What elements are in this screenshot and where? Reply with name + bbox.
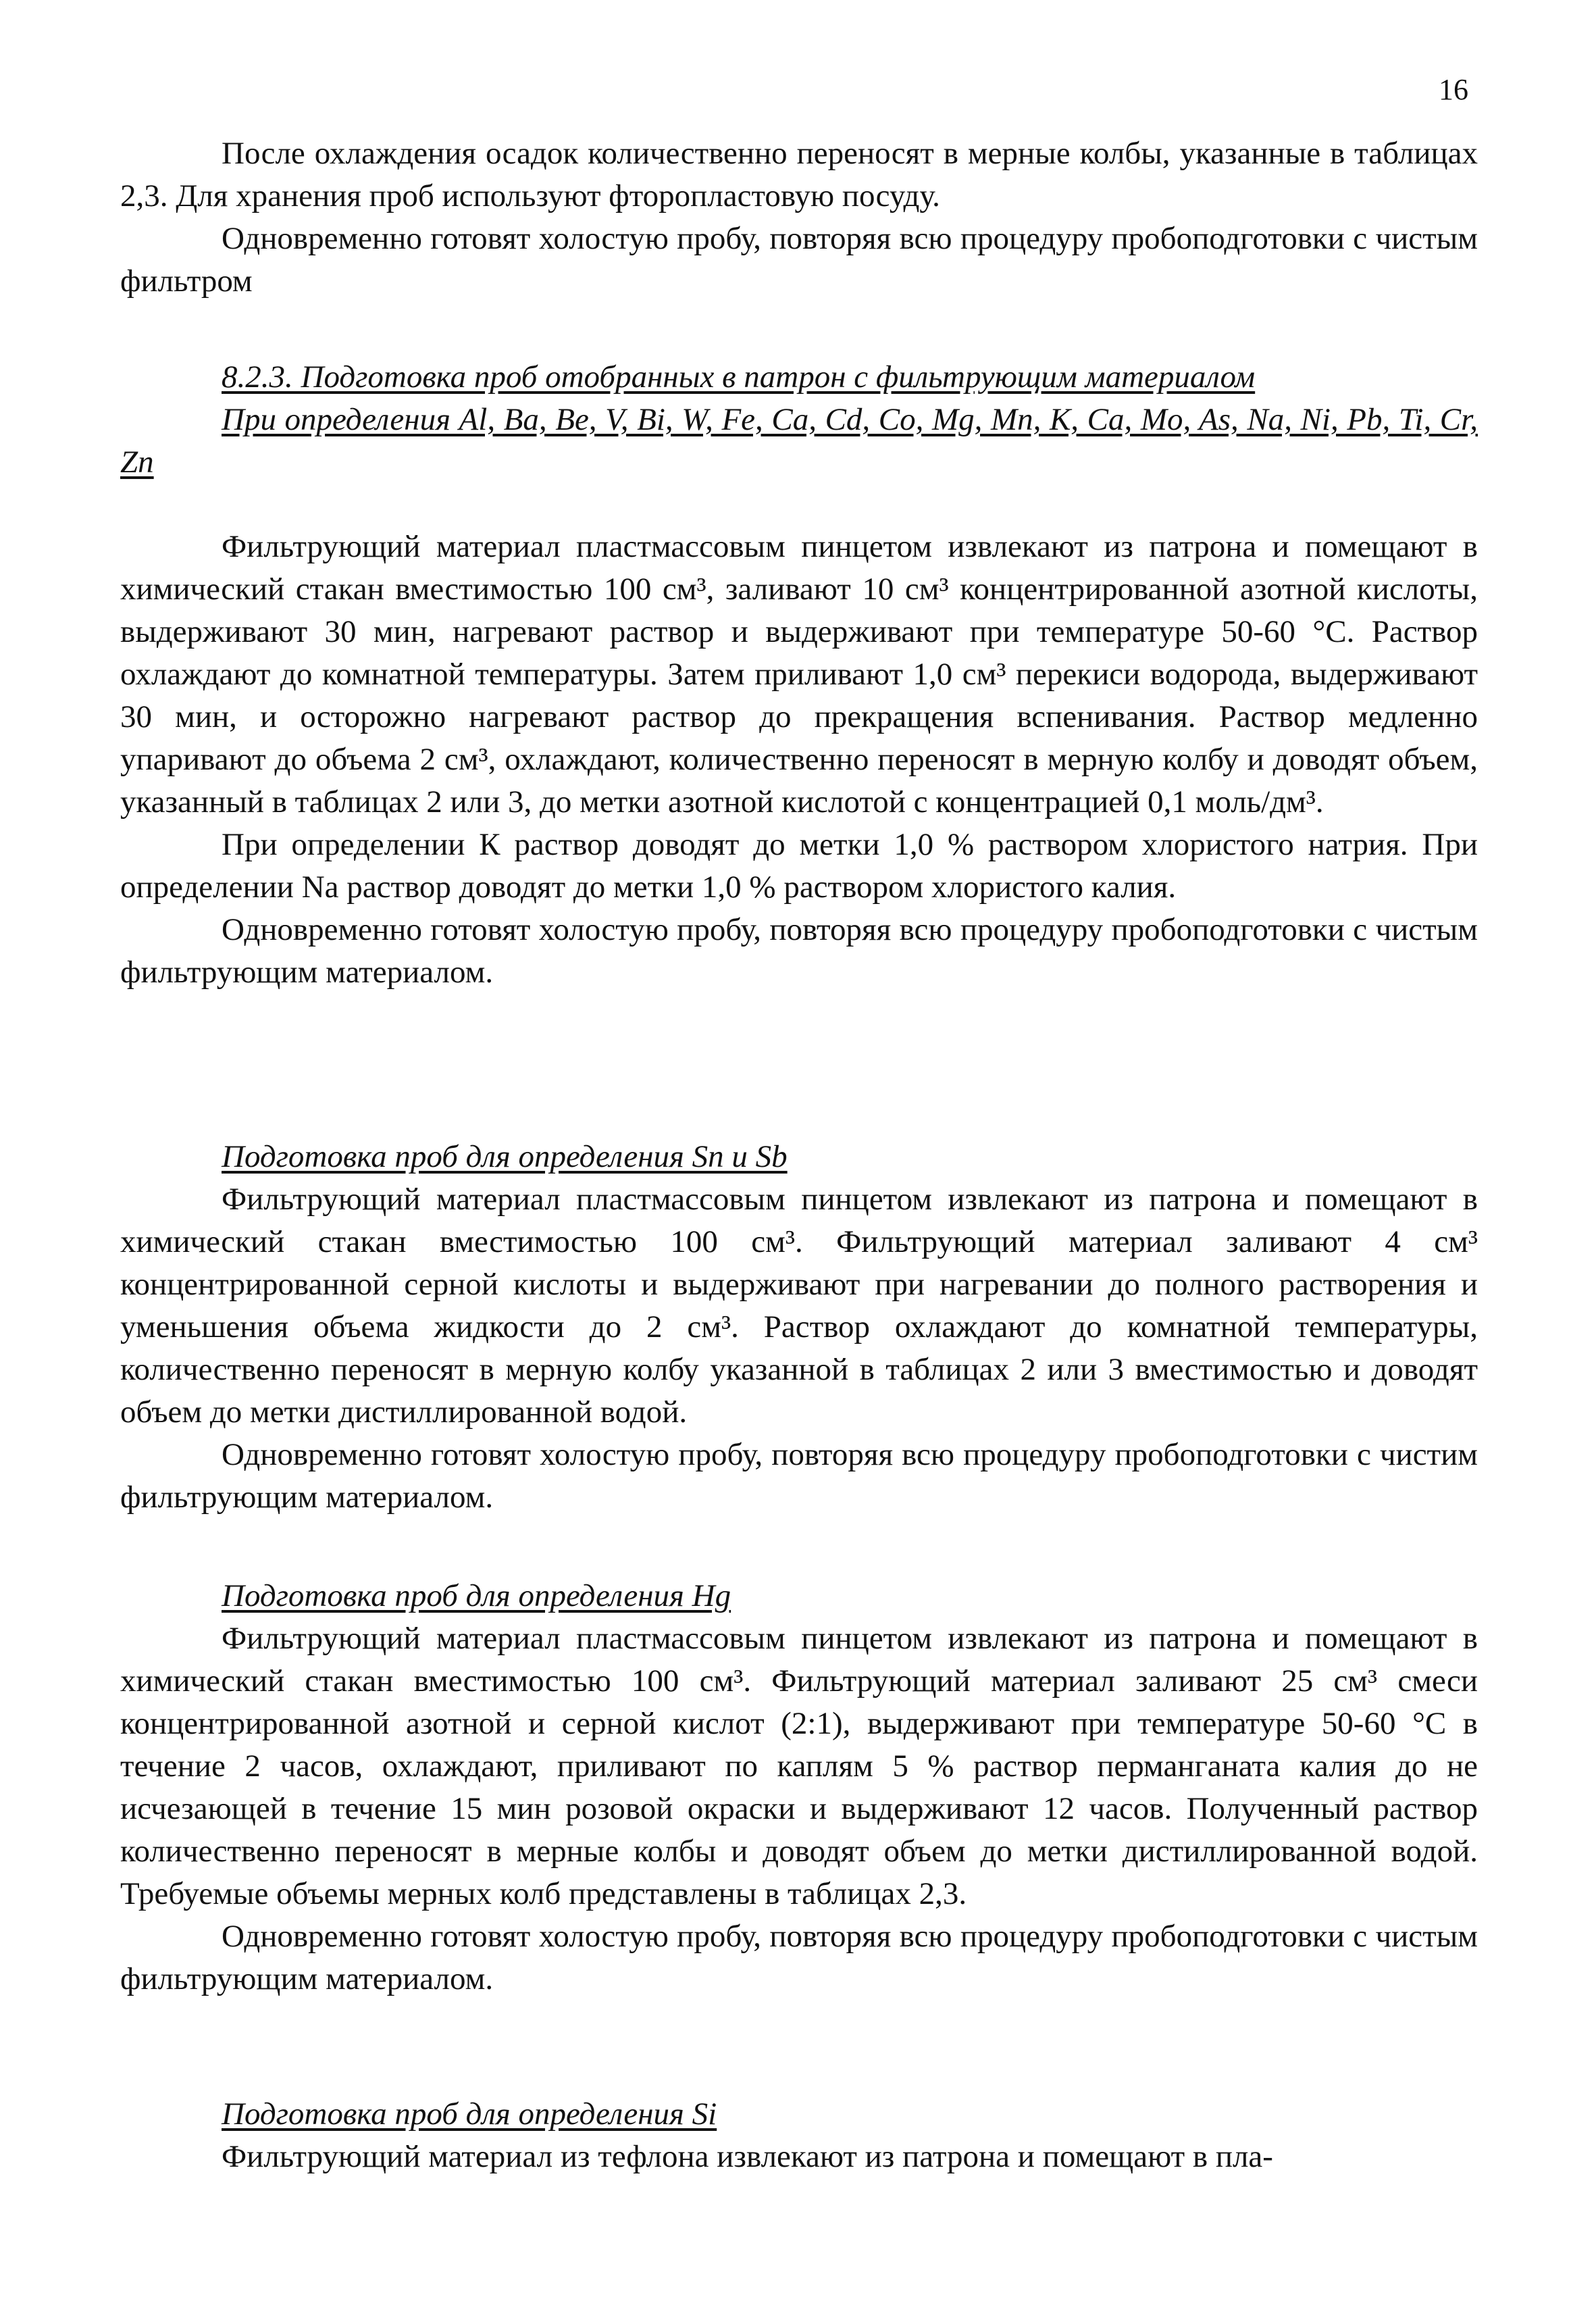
section-hg bbox=[120, 1575, 1478, 2001]
section-8-2-3-body bbox=[120, 526, 1478, 994]
intro-paragraph-2: Одновременно готовят холостую пробу, повторяя всю процедуру пробоподготовки с чистым фильтром bbox=[120, 221, 1478, 299]
section-8-2-3-paragraph-2: При определении К раствор доводят до метки 1,0 % раствором хлористого натрия. При определении Na раствор доводят до метки 1,0 % раствором хлористого калия. bbox=[120, 827, 1478, 905]
intro-block bbox=[120, 132, 1478, 303]
intro-paragraph-1: После охлаждения осадок количественно переносят в мерные колбы, указанные в таблицах 2,3. Для хранения проб используют фторопластовую посуду. bbox=[120, 136, 1478, 213]
section-si-heading: Подготовка проб для определения Si bbox=[222, 2096, 717, 2132]
section-hg-heading: Подготовка проб для определения Hg bbox=[222, 1578, 731, 1613]
page-number: 16 bbox=[1439, 73, 1468, 106]
section-8-2-3-heading: 8.2.3. Подготовка проб отобранных в патрон с фильтрующим материалом bbox=[222, 359, 1256, 395]
section-8-2-3 bbox=[120, 356, 1478, 484]
section-hg-paragraph-2: Одновременно готовят холостую пробу, повторяя всю процедуру пробоподготовки с чистым фильтрующим материалом. bbox=[120, 1919, 1478, 1996]
section-sn-sb bbox=[120, 1136, 1478, 1519]
section-8-2-3-subheading: При определения Al, Ba, Be, V, Bi, W, Fe, Ca, Cd, Co, Mg, Mn, K, Ca, Mo, As, Na, Ni, Pb, Ti, Cr, Zn bbox=[120, 402, 1478, 480]
section-sn-sb-paragraph-2: Одновременно готовят холостую пробу, повторяя всю процедуру пробоподготовки с чистим фильтрующим материалом. bbox=[120, 1437, 1478, 1515]
section-8-2-3-paragraph-3: Одновременно готовят холостую пробу, повторяя всю процедуру пробоподготовки с чистым фильтрующим материалом. bbox=[120, 912, 1478, 990]
section-8-2-3-paragraph-1: Фильтрующий материал пластмассовым пинцетом извлекают из патрона и помещают в химический стакан вместимостью 100 см³, заливают 10 см³ концентрированной азотной кислоты, выдерживают 30 мин, нагревают раствор и выдерживают при температуре 50-60 °С. Раствор охлаждают до комнатной температуры. Затем приливают 1,0 см³ перекиси водорода, выдерживают 30 мин, и осторожно нагревают раствор до прекращения вспенивания. Раствор медленно упаривают до объема 2 см³, охлаждают, количественно переносят в мерную колбу и доводят объем, указанный в таблицах 2 или 3, до метки азотной кислотой с концентрацией 0,1 моль/дм³. bbox=[120, 529, 1478, 820]
section-hg-paragraph-1: Фильтрующий материал пластмассовым пинцетом извлекают из патрона и помещают в химический стакан вместимостью 100 см³. Фильтрующий материал заливают 25 см³ смеси концентрированной азотной и серной кислот (2:1), выдерживают при температуре 50-60 °С в течение 2 часов, охлаждают, приливают по каплям 5 % раствор перманганата калия до не исчезающей в течение 15 мин розовой окраски и выдерживают 12 часов. Полученный раствор количественно переносят в мерные колбы и доводят объем до метки дистиллированной водой. Требуемые объемы мерных колб представлены в таблицах 2,3. bbox=[120, 1621, 1478, 1911]
section-sn-sb-paragraph-1: Фильтрующий материал пластмассовым пинцетом извлекают из патрона и помещают в химический стакан вместимостью 100 см³. Фильтрующий материал заливают 4 см³ концентрированной серной кислоты и выдерживают при нагревании до полного растворения и уменьшения объема жидкости до 2 см³. Раствор охлаждают до комнатной температуры, количественно переносят в мерную колбу указанной в таблицах 2 или 3 вместимостью и доводят объем до метки дистиллированной водой. bbox=[120, 1182, 1478, 1430]
section-si bbox=[120, 2093, 1478, 2178]
section-si-paragraph-1: Фильтрующий материал из тефлона извлекают из патрона и помещают в пла- bbox=[222, 2139, 1273, 2174]
section-sn-sb-heading: Подготовка проб для определения Sn и Sb bbox=[222, 1139, 788, 1174]
